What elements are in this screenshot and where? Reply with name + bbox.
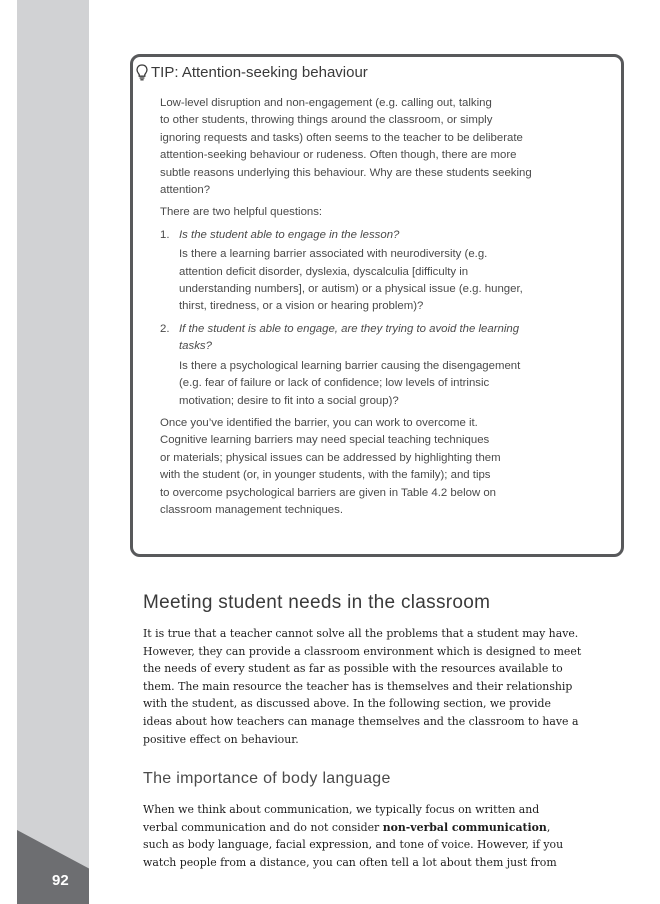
text-line: attention? (160, 184, 211, 197)
text-line: positive effect on behaviour. (143, 732, 299, 746)
text-line: such as body language, facial expression, and tone of voice. However, if you (143, 838, 564, 852)
questions-lead: There are two helpful questions: (160, 206, 323, 219)
text-line: It is true that a teacher cannot solve all the problems that a student may have. (143, 627, 579, 640)
subsection-paragraph (143, 801, 623, 871)
text-line: or materials; physical issues can be addressed by highlighting them (160, 451, 501, 464)
text-line: understanding numbers], or autism) or a physical issue (e.g. hunger, (179, 283, 523, 296)
subsection-heading: The importance of body language (143, 770, 391, 787)
text-run: , (546, 820, 551, 834)
text-line: with the student, as discussed above. In the following section, we provide (143, 697, 551, 711)
text-line: ideas about how teachers can manage themselves and the classroom to have a (143, 714, 579, 728)
text-line: motivation; desire to fit into a social group)? (179, 394, 399, 407)
question-2 (160, 321, 600, 356)
text-line: Once you’ve identified the barrier, you can work to overcome it. (160, 416, 478, 429)
question-1 (160, 227, 600, 244)
text-line: watch people from a distance, you can often tell a lot about them just from (143, 855, 557, 869)
section-paragraph (143, 625, 623, 748)
question-text: tasks? (179, 340, 212, 353)
tip-intro (160, 95, 600, 199)
text-line: the needs of every student as far as possible with the resources available to (143, 662, 563, 676)
text-line: When we think about communication, we typically focus on written and (143, 803, 540, 816)
text-run: verbal communication and do not consider (143, 820, 383, 834)
question-number: 1. (160, 228, 170, 241)
tip-closing (160, 415, 600, 519)
page-number: 92 (52, 872, 69, 889)
question-text: If the student is able to engage, are they trying to avoid the learning (179, 322, 520, 335)
section-heading: Meeting student needs in the classroom (143, 592, 491, 613)
text-line: However, they can provide a classroom environment which is designed to meet (143, 644, 582, 658)
text-line: them. The main resource the teacher has is themselves and their relationship (143, 679, 573, 693)
question-number: 2. (160, 322, 170, 335)
text-line: classroom management techniques. (160, 503, 343, 516)
bold-term: non-verbal communication (382, 820, 547, 834)
text-line: thirst, tiredness, or a vision or hearing problem)? (179, 300, 424, 313)
text-line: subtle reasons underlying this behaviour. Why are these students seeking (160, 166, 532, 179)
text-line (143, 819, 623, 837)
text-line: Cognitive learning barriers may need special teaching techniques (160, 434, 490, 447)
tip-heading-text: TIP: Attention-seeking behaviour (151, 64, 368, 81)
text-line: Is there a learning barrier associated with neurodiversity (e.g. (179, 248, 488, 261)
tip-heading (136, 64, 368, 81)
question-2-detail (160, 358, 600, 410)
tip-body (160, 95, 600, 524)
text-line: ignoring requests and tasks) often seems to the teacher to be deliberate (160, 131, 523, 144)
question-text: Is the student able to engage in the lesson? (179, 228, 400, 241)
text-line: Low-level disruption and non-engagement (e.g. calling out, talking (160, 97, 492, 109)
text-line: (e.g. fear of failure or lack of confidence; low levels of intrinsic (179, 377, 490, 390)
question-1-detail (160, 246, 600, 316)
text-line: to other students, throwing things around the classroom, or simply (160, 114, 493, 127)
text-line: attention deficit disorder, dyslexia, dyscalculia [difficulty in (179, 265, 469, 278)
side-margin-strip (17, 0, 89, 904)
text-line: Is there a psychological learning barrier causing the disengagement (179, 359, 521, 372)
question-list (160, 227, 600, 410)
text-line: attention-seeking behaviour or rudeness. Often though, there are more (160, 149, 517, 162)
text-line: to overcome psychological barriers are given in Table 4.2 below on (160, 486, 497, 499)
lightbulb-icon (136, 64, 148, 81)
text-line: with the student (or, in younger students, with the family); and tips (160, 469, 491, 482)
